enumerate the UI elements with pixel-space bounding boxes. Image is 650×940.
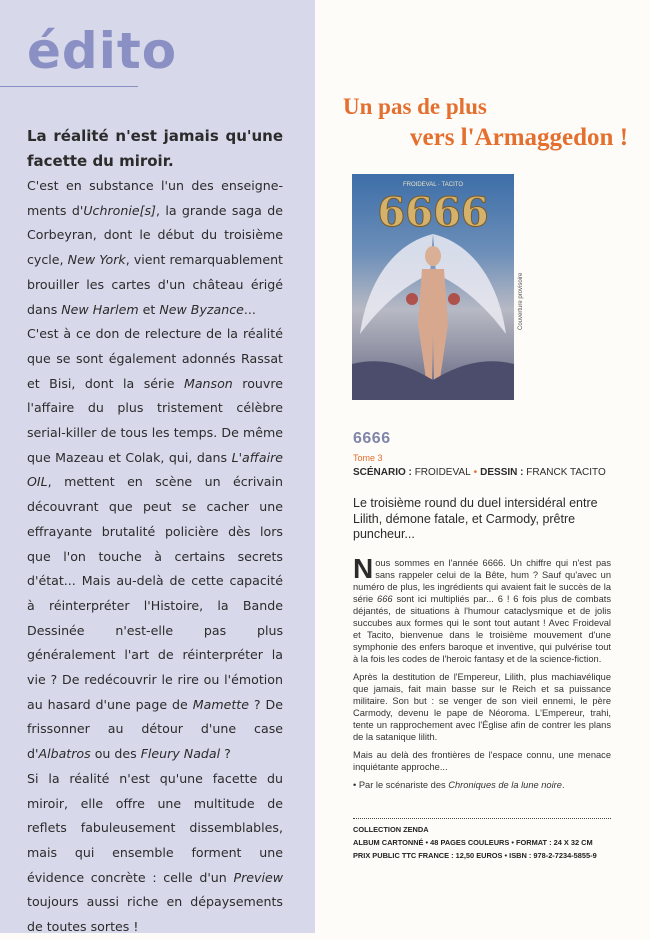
headline-line-2: vers l'Armaggedon ! [410, 124, 629, 151]
cover-illustration [352, 174, 514, 400]
meta-price: PRIX PUBLIC TTC FRANCE : 12,50 EUROS • ISBN : 978-2-7234-5855-9 [353, 851, 597, 860]
book-lead: Le troisième round du duel intersidéral entre Lilith, démone fatale, et Carmody, prêtre puncheur... [353, 496, 598, 541]
edito-lead: La réalité n'est jamais qu'une facette du miroir. [27, 127, 283, 170]
credits-separator: • [473, 467, 478, 478]
edito-paragraph: C'est en substance l'un des enseigne-ments d'Uchronie[s], la grande saga de Corbeyran, dont le début du troisième cycle, New York, vient remarquablement brouiller les cartes d'un château érigé dans New Harlem et New Byzance... [27, 178, 283, 317]
figure-body [418, 269, 448, 379]
scenario-name: FROIDEVAL [414, 467, 471, 478]
edito-title: édito [27, 22, 178, 80]
meta-divider [353, 818, 611, 819]
body-paragraph: Nous sommes en l'année 6666. Un chiffre qui n'est pas sans rappeler celui de la Bête, hum ? Sauf qu'avec un numéro de plus, les ingrédients qui avaient fait le succès de la série 666 sont ici multipliés par... 6 ! 6 fois plus de combats déjantés, de situations à l'humour cataclysmique et de jolis succubes aux formes qui le sont tout autant ! Avec Froideval et Tacito, bienvenue dans le troisième mouvement d'une symphonie des enfers baroque et inventive, qui pulvérise tout à la fois les codes de l'heroic fantasy et de la science-fiction. [353, 553, 612, 664]
dessin-name: FRANCK TACITO [526, 467, 606, 478]
edito-paragraph: C'est à ce don de relecture de la réalité que se sont également adonnés Rassat et Bisi, dont la série Manson rouvre l'affaire du plus tristement célèbre serial-killer de tous les temps. De même que Mazeau et Colak, qui, dans L'affaire OIL, mettent en scène un écrivain découvrant que peut se cacher une effrayante brutalité policière dès lors que l'on touche à certains secrets d'état... Mais au-delà de cette capacité à réinterpréter l'Histoire, la Bande Dessinée n'est-elle pas plus généralement l'art de réinterpréter la vie ? De redécouvrir le rire ou l'émotion au hasard d'une page de Mamette ? De frissonner au détour d'une case d'Albatros ou des Fleury Nadal ? [27, 326, 283, 762]
body-paragraph: Mais au delà des frontières de l'espace connu, une menace inquiétante approche... [353, 750, 611, 772]
cover-clouds [352, 361, 514, 400]
meta-format: ALBUM CARTONNÉ • 48 PAGES COULEURS • FORMAT : 24 X 32 CM [353, 838, 593, 847]
cover-top-text: FROIDEVAL · TACITO [402, 182, 464, 188]
edito-body [27, 124, 283, 940]
meta-collection: COLLECTION ZENDA [353, 825, 429, 834]
cover-logo: 6666 [377, 189, 489, 236]
cover-image [352, 174, 514, 400]
book-body [353, 553, 612, 797]
book-meta [353, 823, 597, 862]
headline-line-1: Un pas de plus [343, 94, 487, 119]
figure-head [425, 246, 441, 266]
edito-paragraph: Si la réalité n'est qu'une facette du miroir, elle offre une multitude de reflets fabuleusement dissemblables, mais qui ensemble forment une évidence concrète : celle d'un Preview toujours aussi riche en dépaysements de toutes sortes ! [27, 770, 283, 935]
book-credits [353, 467, 606, 478]
edito-rule [0, 86, 138, 87]
left-ornament [406, 293, 418, 305]
dessin-label: DESSIN : [480, 467, 524, 478]
body-paragraph: Après la destitution de l'Empereur, Lilith, plus machiavélique que jamais, fait main basse sur le Reich et sa puissance militaire. Son but : se venger de son vieil ennemi, le père Carmody, devenu le pape de Néoroma. L'Empereur, trahi, tente un rapprochement avec l'Église afin de contrer les plans de la satanique lilith. [353, 672, 611, 742]
book-tome: Tome 3 [353, 453, 383, 463]
right-ornament [448, 293, 460, 305]
dropcap: N [353, 553, 374, 584]
body-note: • Par le scénariste des Chroniques de la lune noire. [353, 780, 565, 790]
scenario-label: SCÉNARIO : [353, 467, 412, 478]
cover-caption: Couverture provisoire [518, 272, 524, 330]
book-title: 6666 [353, 430, 391, 447]
